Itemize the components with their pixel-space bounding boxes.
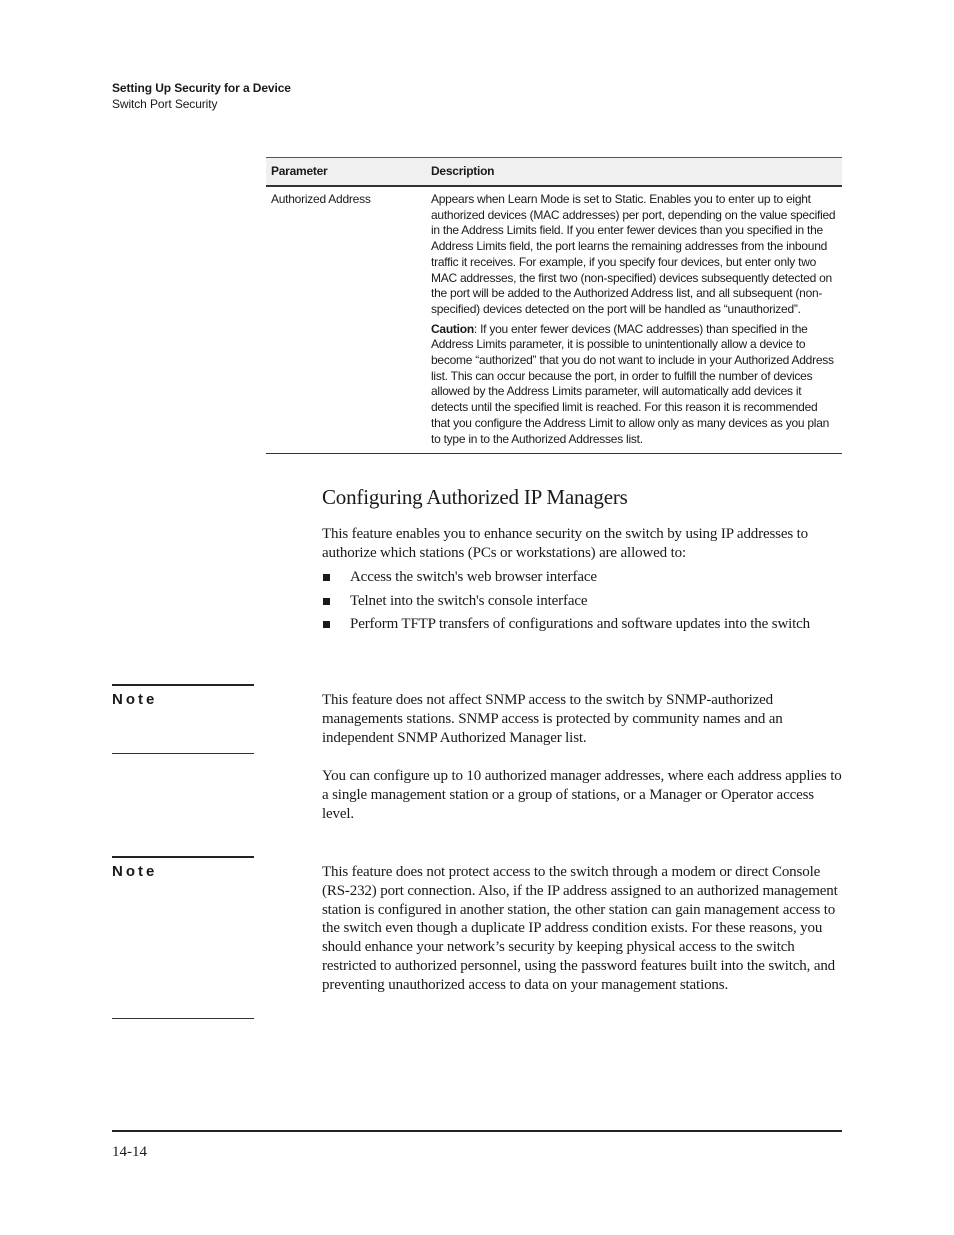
intro-paragraph: This feature enables you to enhance security on the switch by using IP addresses to authorize which stations (PCs or workstations) are allowed to: <box>322 526 809 561</box>
table-header-row <box>266 158 842 187</box>
caution-text: : If you enter fewer devices (MAC addresses) than specified in the Address Limits parameter, it is possible to unintentionally allow a device to become “authorized” that you do not want to include in your Authorized Address list. This can occur because the port, in order to fulfill the number of devices allowed by the Address Limits parameter, will automatically add devices it detects until the specified limit is reached. For this reason it is recommended that you configure the Address Limit to allow only as many devices as you plan to type in to the Authorized Addresses list. <box>431 321 834 446</box>
caution-paragraph <box>431 322 837 448</box>
caution-label: Caution <box>431 321 474 336</box>
note-label: Note <box>112 863 158 880</box>
column-header-description: Description <box>426 158 842 187</box>
section-heading: Configuring Authorized IP Managers <box>322 485 628 509</box>
chapter-title: Setting Up Security for a Device <box>112 81 291 95</box>
description-text: Appears when Learn Mode is set to Static. Enables you to enter up to eight authorized devices (MAC addresses) per port, depending on the value specified in the Address Limits field. If you enter fewer devices than you specified in the Address Limits field, the port learns the remaining addresses from the inbound traffic it receives. For example, if you specify four devices, but enter only two MAC addresses, the first two (non-specified) devices subsequently detected on the port will be added to the Authorized Address list, and all subsequent (non-specified) devices detected on the port will be handled as “unauthorized”. <box>431 192 836 316</box>
note-top-rule <box>112 684 254 686</box>
note-bottom-rule <box>112 753 254 754</box>
bullet-square-icon <box>323 574 330 581</box>
table-row <box>266 186 842 454</box>
body-paragraph: You can configure up to 10 authorized manager addresses, where each address applies to a single management station or a group of stations, or a Manager or Operator access level. <box>322 768 842 822</box>
parameter-cell: Authorized Address <box>266 186 426 454</box>
feature-list <box>322 568 844 639</box>
column-header-parameter: Parameter <box>266 158 426 187</box>
page-number: 14-14 <box>112 1144 147 1160</box>
note-top-rule <box>112 856 254 858</box>
section-title: Switch Port Security <box>112 97 218 111</box>
note-bottom-rule <box>112 1018 254 1019</box>
list-item: Perform TFTP transfers of configurations and software updates into the switch <box>322 615 844 634</box>
note-text: This feature does not affect SNMP access to the switch by SNMP-authorized managements stations. SNMP access is protected by community names and an independent SNMP Authorized Manager list. <box>322 692 783 746</box>
parameter-table <box>266 157 842 454</box>
list-item: Telnet into the switch's console interface <box>322 592 844 611</box>
bullet-square-icon <box>323 598 330 605</box>
note-text: This feature does not protect access to the switch through a modem or direct Console (RS-232) port connection. Also, if the IP address assigned to an authorized management station is configured in another station, the other station can gain management access to the switch even though a duplicate IP address condition exists. For these reasons, you should enhance your network’s security by keeping physical access to the switch restricted to authorized personnel, using the password features built into the switch, and preventing unauthorized access to data on your management stations. <box>322 864 838 993</box>
description-cell <box>426 186 842 454</box>
footer-rule <box>112 1130 842 1132</box>
bullet-square-icon <box>323 621 330 628</box>
list-item: Access the switch's web browser interface <box>322 568 844 587</box>
running-header <box>112 80 291 112</box>
note-label: Note <box>112 691 158 708</box>
